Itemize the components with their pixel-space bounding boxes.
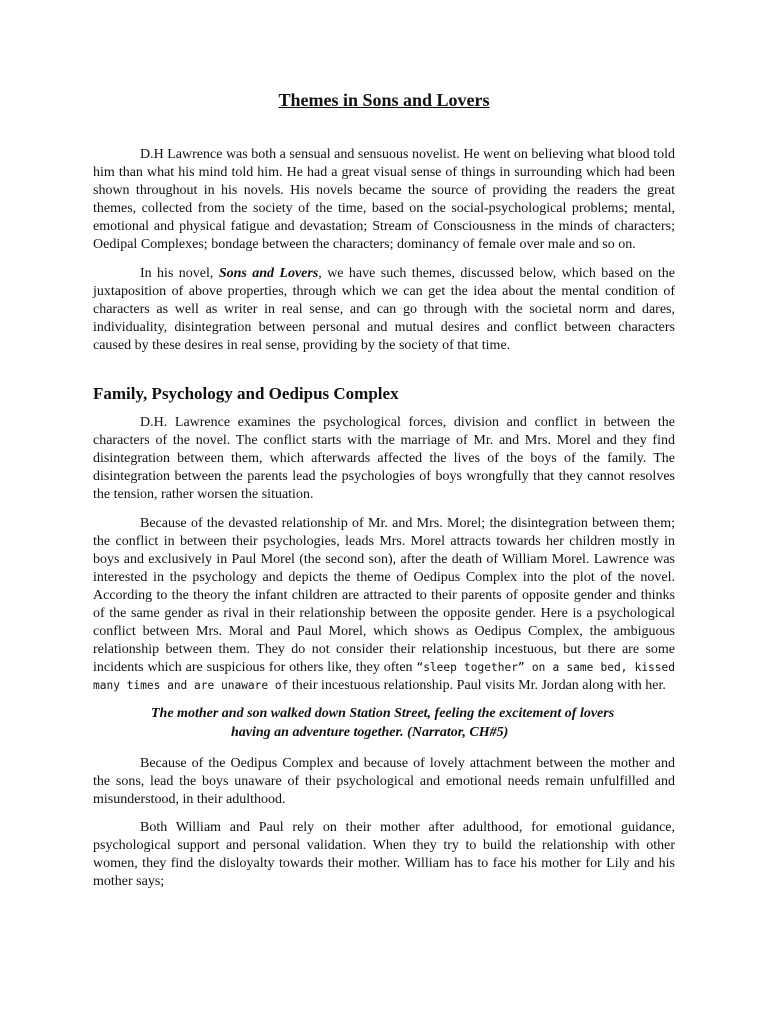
intro-paragraph-2 bbox=[93, 265, 675, 355]
handwritten-insert: “sleep together” on a same bed, kissed many times and are unaware of bbox=[93, 661, 675, 693]
section-paragraph-1: D.H. Lawrence examines the psychological forces, division and conflict in between the characters of the novel. The conflict starts with the marriage of Mr. and Mrs. Morel and they find disintegration between them, which afterwards affected the lives of the boys of the family. The disintegration between the parents lead the psychologies of boys wrongfully that they cannot resolves the tension, rather worsen the situation. bbox=[93, 415, 675, 503]
section-paragraph-2 bbox=[93, 515, 675, 696]
book-title: Sons and Lovers bbox=[218, 265, 319, 281]
intro-paragraph-2-start: In his novel, bbox=[140, 265, 219, 281]
block-quote bbox=[93, 705, 675, 741]
quote-line-2: having an adventure together. (Narrator, CH#5) bbox=[231, 724, 509, 740]
section-paragraph-4: Both William and Paul rely on their mother after adulthood, for emotional guidance, psychological support and personal validation. When they try to build the relationship with other women, they find the disloyalty towards their mother. William has to face his mother for Lily and his mother says; bbox=[93, 819, 675, 890]
section-heading: Family, Psychology and Oedipus Complex bbox=[93, 384, 399, 404]
document-body bbox=[93, 146, 675, 891]
section-paragraph-2-main: Because of the devasted relationship of Mr. and Mrs. Morel; the disintegration between them; the conflict in between their psychologies, leads Mrs. Morel attracts towards her children mostly in boys and exclusively in Paul Morel (the second son), after the death of William Morel. Lawrence was interested in the psychology and depicts the theme of Oedipus Complex into the plot of the novel. According to the theory the infant children are attracted to their parents of opposite gender and thinks of the same gender as rival in their relationship between the opposite gender. Here is a psychological conflict between Mrs. Moral and Paul Morel, which shows as Oedipus Complex, the ambiguous relationship between them. They do not consider their relationship incestuous, but there are some incidents which are suspicious for others like, they often bbox=[93, 515, 675, 676]
intro-paragraph-1: D.H Lawrence was both a sensual and sensuous novelist. He went on believing what blood told him than what his mind told him. He had a great visual sense of things in surrounding which had been shown throughout in his novels. His novels became the source of providing the readers the great themes, collected from the society of the time, based on the social-psychological problems; mental, emotional and physical fatigue and devastation; Stream of Consciousness in the minds of characters; Oedipal Complexes; bondage between the characters; dominancy of female over male and so on. bbox=[93, 147, 675, 253]
section-paragraph-3: Because of the Oedipus Complex and because of lovely attachment between the mother and the sons, lead the boys unaware of their psychological and emotional needs remain unfulfilled and misunderstood, in their adulthood. bbox=[93, 755, 675, 807]
intro-paragraph-2-rest: , we have such themes, discussed below, which based on the juxtaposition of above properties, through which we can get the idea about the mental condition of characters as well as writer in real sense, and can go through with the societal norm and dares, individuality, disintegration between personal and mutual desires and conflict between characters caused by these desires in real sense, providing by the society of that time. bbox=[93, 265, 676, 353]
document-title: Themes in Sons and Lovers bbox=[278, 90, 490, 110]
quote-line-1: The mother and son walked down Station Street, feeling the excitement of lovers bbox=[151, 706, 615, 722]
section-paragraph-2-end: their incestuous relationship. Paul visits Mr. Jordan along with her. bbox=[288, 678, 666, 694]
